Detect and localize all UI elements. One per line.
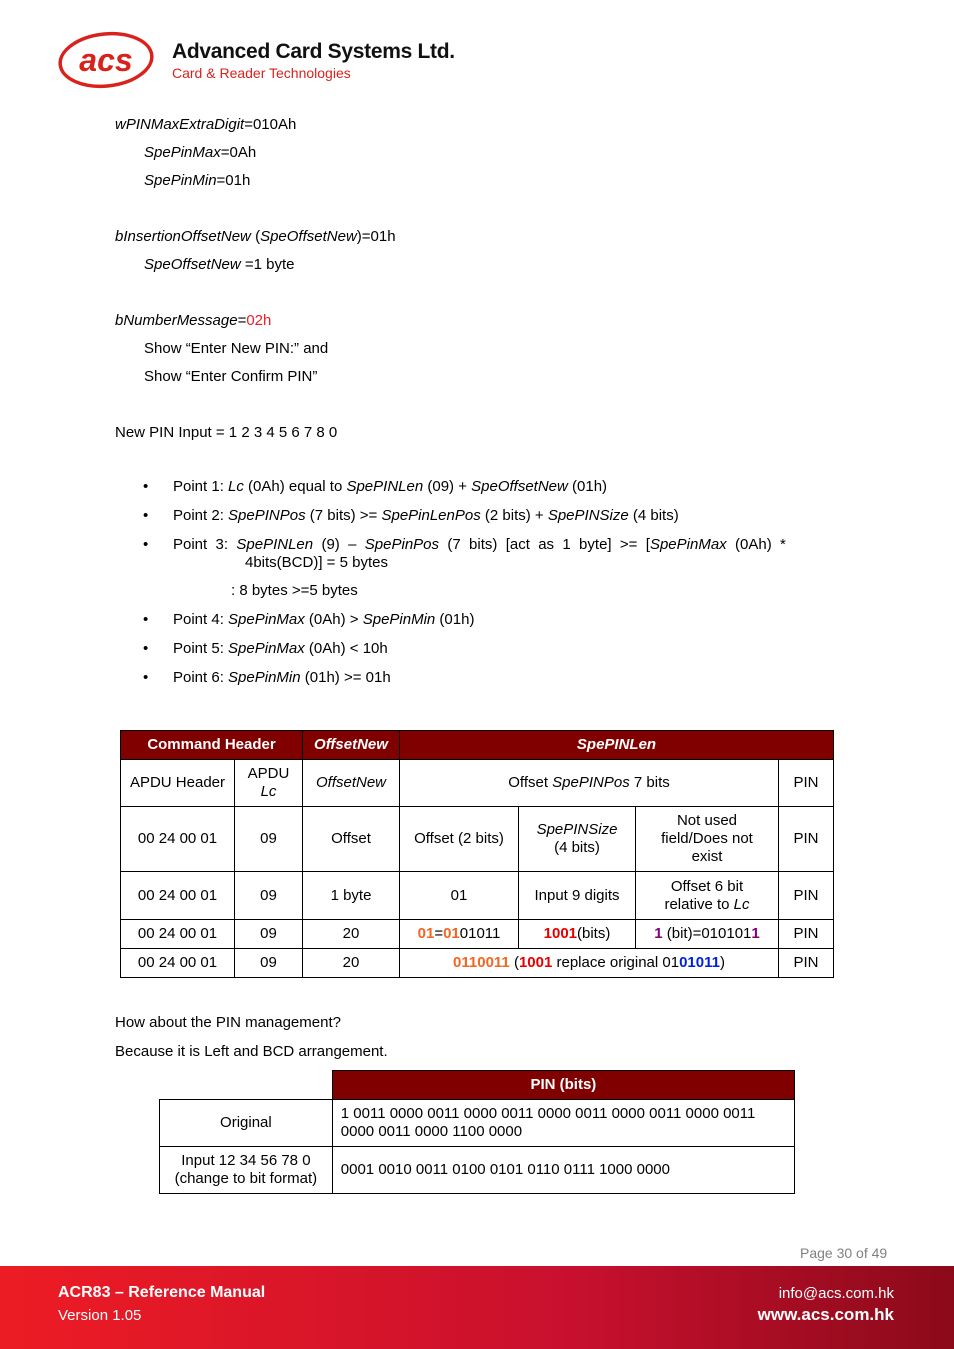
table-row [160,1147,795,1194]
wpin-line: wPINMaxExtraDigit=010Ah [115,116,297,133]
pin-management-question: How about the PIN management? [115,1014,341,1031]
table-cell: 09 [235,920,303,949]
table-cell: 01=0101011 [400,920,519,949]
table-cell: Not used field/Does not exist [636,807,779,872]
show-line-1: Show “Enter New PIN:” and [144,340,329,357]
footer-title: ACR83 – Reference Manual [58,1284,266,1301]
table-cell: 0001 0010 0011 0100 0101 0110 0111 1000 0000 [332,1147,794,1194]
table-cell: SpePINSize (4 bits) [519,807,636,872]
company-name: Advanced Card Systems Ltd. [172,40,455,63]
speoffset-line: SpeOffsetNew =1 byte [144,256,295,273]
header-command: Command Header [121,731,303,760]
table-row [121,920,834,949]
list-item: • Point 2: SpePINPos (7 bits) >= SpePinLenPos (2 bits) + SpePINSize (4 bits) [143,507,679,524]
table-header-row [160,1071,795,1100]
list-item: • Point 5: SpePinMax (0Ah) < 10h [143,640,388,657]
footer-website[interactable]: www.acs.com.hk [757,1305,894,1324]
list-item: • Point 3: SpePINLen (9) – SpePinPos (7 bits) [act as 1 byte] >= [SpePinMax (0Ah) * 4bits(BCD)] = 5 bytes : 8 bytes >=5 bytes [143,536,786,599]
table-cell: 09 [235,807,303,872]
table-cell: 20 [303,949,400,978]
bnumber-line: bNumberMessage=02h [115,312,272,329]
binsertion-line: bInsertionOffsetNew (SpeOffsetNew)=01h [115,228,396,245]
table-cell: APDU Lc [235,760,303,807]
table-cell: APDU Header [121,760,235,807]
table-cell: 1 (bit)=0101011 [636,920,779,949]
table-cell: 09 [235,872,303,920]
table-cell: 1001(bits) [519,920,636,949]
list-item: • Point 4: SpePinMax (0Ah) > SpePinMin (01h) [143,611,475,628]
table-cell: 1 0011 0000 0011 0000 0011 0000 0011 0000 0011 0000 0011 0000 0011 0000 1100 0000 [332,1100,794,1147]
table-cell: Original [160,1100,333,1147]
list-item: • Point 6: SpePinMin (01h) >= 01h [143,669,391,686]
spepinmax-line: SpePinMax=0Ah [144,144,257,161]
table-cell: 0110011 (1001 replace original 0101011) [400,949,779,978]
table-cell: Input 12 34 56 78 0 (change to bit format) [160,1147,333,1194]
table-cell: OffsetNew [303,760,400,807]
table-row [121,872,834,920]
table-row [121,760,834,807]
table-cell: Offset SpePINPos 7 bits [400,760,779,807]
acs-logo-icon [57,31,155,89]
table-cell: Offset (2 bits) [400,807,519,872]
footer-email[interactable]: info@acs.com.hk [778,1285,894,1302]
show-line-2: Show “Enter Confirm PIN” [144,368,318,385]
header-spepinlen: SpePINLen [400,731,834,760]
table-cell: PIN [779,949,834,978]
footer-version: Version 1.05 [58,1307,142,1324]
table-cell: 09 [235,949,303,978]
table-cell: 01 [400,872,519,920]
spepinmin-line: SpePinMin=01h [144,172,251,189]
list-item: • Point 1: Lc (0Ah) equal to SpePINLen (09) + SpeOffsetNew (01h) [143,478,608,495]
table-cell: 00 24 00 01 [121,920,235,949]
points-list [115,478,840,687]
table-cell: 00 24 00 01 [121,807,235,872]
table-row [121,807,834,872]
table-cell-empty [160,1071,333,1100]
table-cell: 1 byte [303,872,400,920]
table-cell: Offset 6 bit relative to Lc [636,872,779,920]
table-cell: Input 9 digits [519,872,636,920]
table-cell: PIN [779,920,834,949]
table-cell: 00 24 00 01 [121,949,235,978]
header-offsetnew: OffsetNew [303,731,400,760]
table-cell: 00 24 00 01 [121,872,235,920]
page-number: Page 30 of 49 [800,1245,888,1261]
table-row [121,949,834,978]
table-cell: PIN [779,760,834,807]
pin-management-answer: Because it is Left and BCD arrangement. [115,1043,388,1060]
pin-bits-table [159,1070,795,1194]
logo-text: acs [79,42,133,78]
table-cell: 20 [303,920,400,949]
command-table [120,730,834,978]
company-tagline: Card & Reader Technologies [172,65,351,81]
table-header-row [121,731,834,760]
table-row [160,1100,795,1147]
table-cell: Offset [303,807,400,872]
footer [0,1266,954,1349]
header-pin-bits: PIN (bits) [332,1071,794,1100]
table-cell: PIN [779,872,834,920]
table-cell: PIN [779,807,834,872]
newpin-line: New PIN Input = 1 2 3 4 5 6 7 8 0 [115,424,338,441]
